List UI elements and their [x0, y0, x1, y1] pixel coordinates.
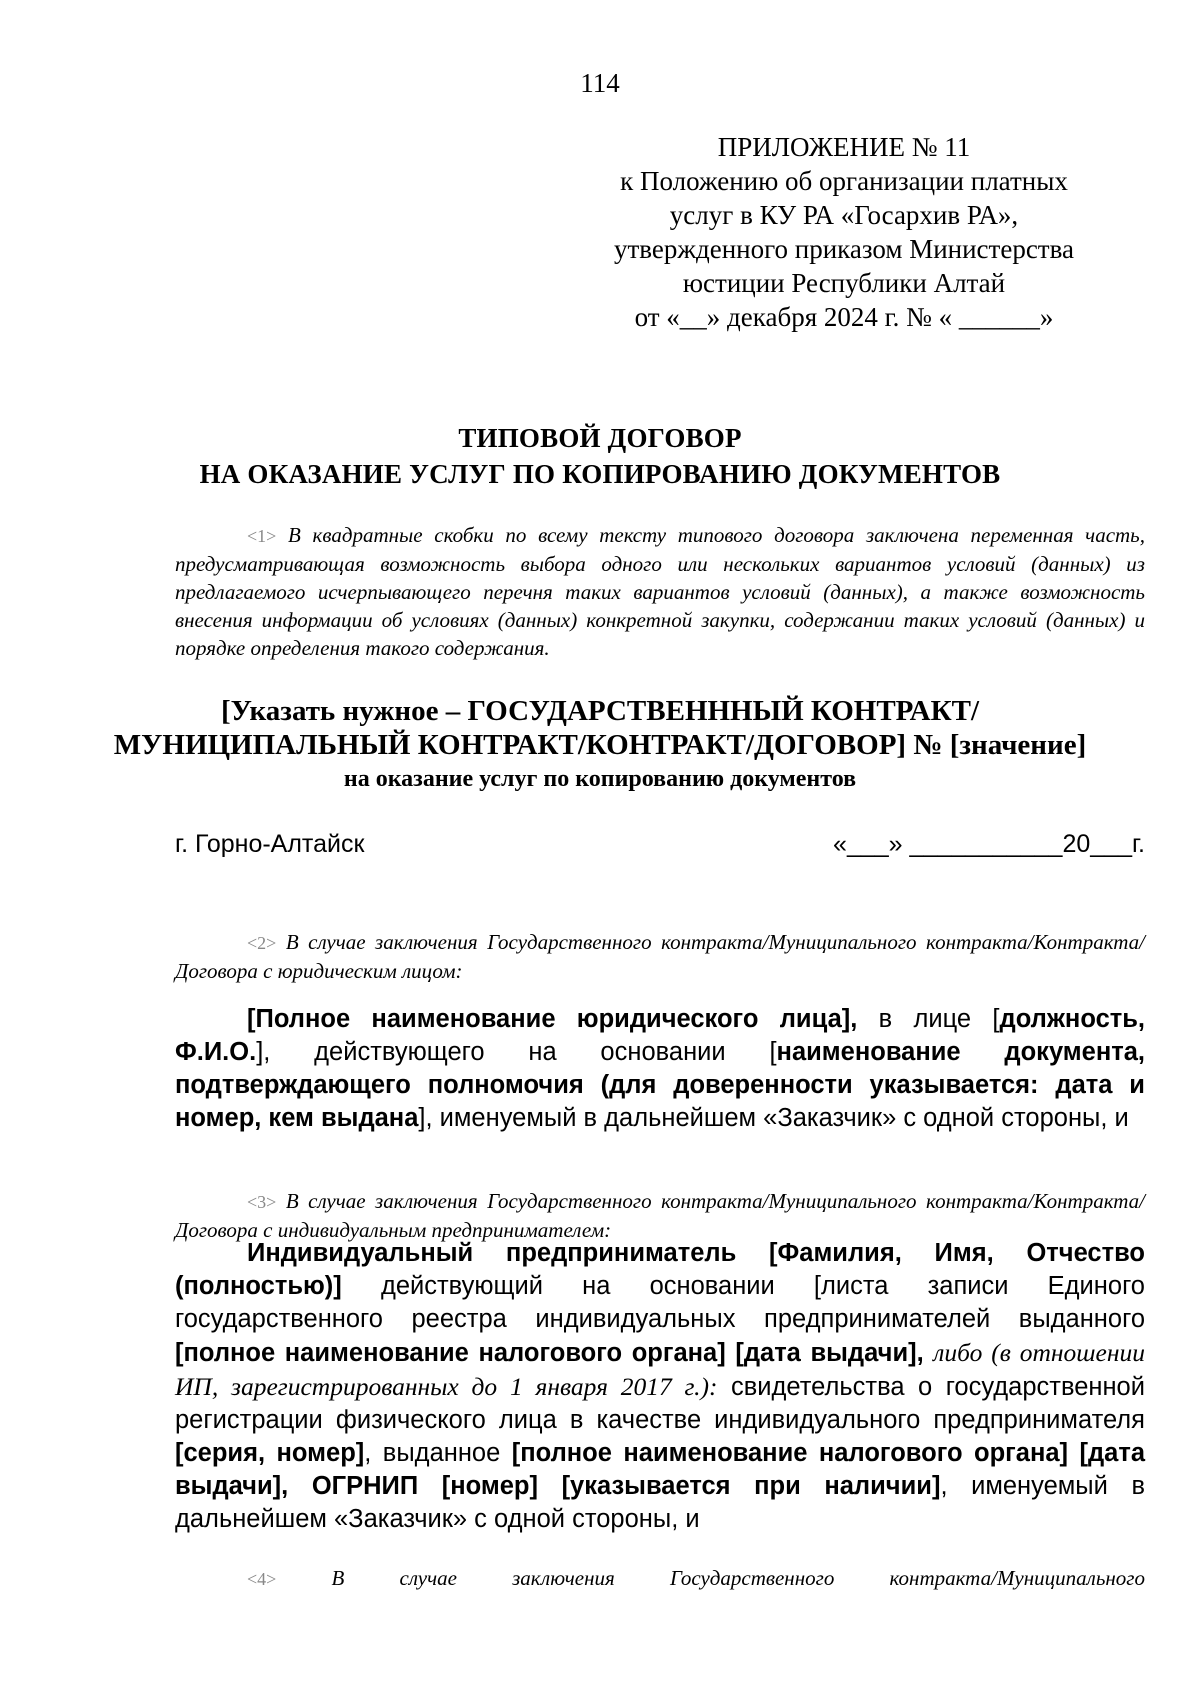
text-bold: должность, Ф.И.О.	[175, 1005, 1145, 1066]
footnote-marker: <4>	[247, 1569, 277, 1589]
appendix-line: утвержденного приказом Министерства	[613, 234, 1074, 264]
appendix-line: юстиции Республики Алтай	[682, 268, 1006, 298]
appendix-number: ПРИЛОЖЕНИЕ № 11	[717, 132, 971, 162]
footnote-text: В случае заключения Государственного контракта/Муниципального контракта/Контракта/Договора с индивидуальным предпринимателем:	[175, 1189, 1146, 1242]
text	[726, 1339, 736, 1367]
text-bold: [серия, номер]	[175, 1439, 365, 1467]
text: ], именуемый в дальнейшем «Заказчик» с одной стороны, и	[418, 1104, 1129, 1132]
text: действующий на основании [листа записи Единого государственного реестра индивидуальных предпринимателей выданного	[175, 1272, 1145, 1333]
text-bold: [полное наименование налогового органа]	[175, 1339, 726, 1367]
footnote-text: В случае заключения Государственного контракта/Муниципального	[331, 1566, 1145, 1590]
text-bold: наименование документа, подтверждающего полномочия (для доверенности указывается: дата и номер, кем выдана	[175, 1038, 1145, 1132]
text: ], действующего на основании [	[256, 1038, 777, 1066]
appendix-line: к Положению об организации платных	[620, 166, 1068, 196]
contract-subtitle: на оказание услуг по копированию документов	[343, 766, 857, 792]
text-bold: Индивидуальный предприниматель [Фамилия, Имя, Отчество (полностью)]	[175, 1239, 1145, 1300]
paragraph-individual-entrepreneur	[175, 1237, 1145, 1536]
text-bold: [Полное наименование юридического лица],	[247, 1005, 858, 1033]
text: свидетельства о государственной регистрации физического лица в качестве индивидуального предпринимателя	[175, 1373, 1145, 1434]
text: , именуемый в дальнейшем «Заказчик» с одной стороны, и	[175, 1472, 1145, 1533]
document-title	[0, 420, 1200, 492]
text-bold: [полное наименование налогового органа] [дата выдачи], ОГРНИП [номер] [указывается при наличии]	[175, 1439, 1146, 1500]
footnote-1	[175, 521, 1145, 662]
paragraph-legal-entity	[175, 1003, 1145, 1135]
text-bold: [дата выдачи],	[735, 1339, 924, 1367]
page-number: 114	[580, 68, 620, 98]
contract-title	[0, 694, 1200, 796]
text: в лице [	[857, 1005, 1000, 1033]
footnote-2	[175, 928, 1145, 985]
footnote-text: В квадратные скобки по всему тексту типового договора заключена переменная часть, предусматривающая возможность выбора одного или нескольких вариантов условий (данных) из предлагаемого исчерпывающего перечня таких вариантов условий (данных), а также возможность внесения информации об условиях (данных) конкретной закупки, содержании таких условий (данных) и порядке определения такого содержания.	[175, 523, 1145, 660]
appendix-line: услуг в КУ РА «Госархив РА»,	[669, 200, 1019, 230]
footnote-text: В случае заключения Государственного контракта/Муниципального контракта/Контракта/Договора с юридическим лицом:	[175, 930, 1146, 983]
footnote-marker: <3>	[247, 1192, 277, 1212]
footnote-3	[175, 1187, 1145, 1244]
footnote-marker: <2>	[247, 933, 277, 953]
document-title-line: НА ОКАЗАНИЕ УСЛУГ ПО КОПИРОВАНИЮ ДОКУМЕНТОВ	[199, 459, 1001, 489]
contract-title-line: [Указать нужное – ГОСУДАРСТВЕНННЫЙ КОНТРАКТ/	[220, 695, 980, 727]
text: , выданное	[364, 1439, 512, 1467]
text	[924, 1339, 934, 1367]
appendix-date-line: от «__» декабря 2024 г. № « ______»	[634, 302, 1054, 332]
appendix-header	[584, 130, 1104, 334]
footnote-marker: <1>	[247, 526, 277, 546]
city: г. Горно-Алтайск	[175, 830, 365, 858]
document-title-line: ТИПОВОЙ ДОГОВОР	[458, 423, 742, 453]
date-placeholder: «___» ___________20___г.	[833, 830, 1145, 858]
text-italic: либо (в отношении ИП, зарегистрированных до 1 января 2017 г.):	[175, 1338, 1146, 1401]
contract-title-line: МУНИЦИПАЛЬНЫЙ КОНТРАКТ/КОНТРАКТ/ДОГОВОР] № [значение]	[113, 729, 1087, 761]
footnote-4	[175, 1564, 1145, 1593]
